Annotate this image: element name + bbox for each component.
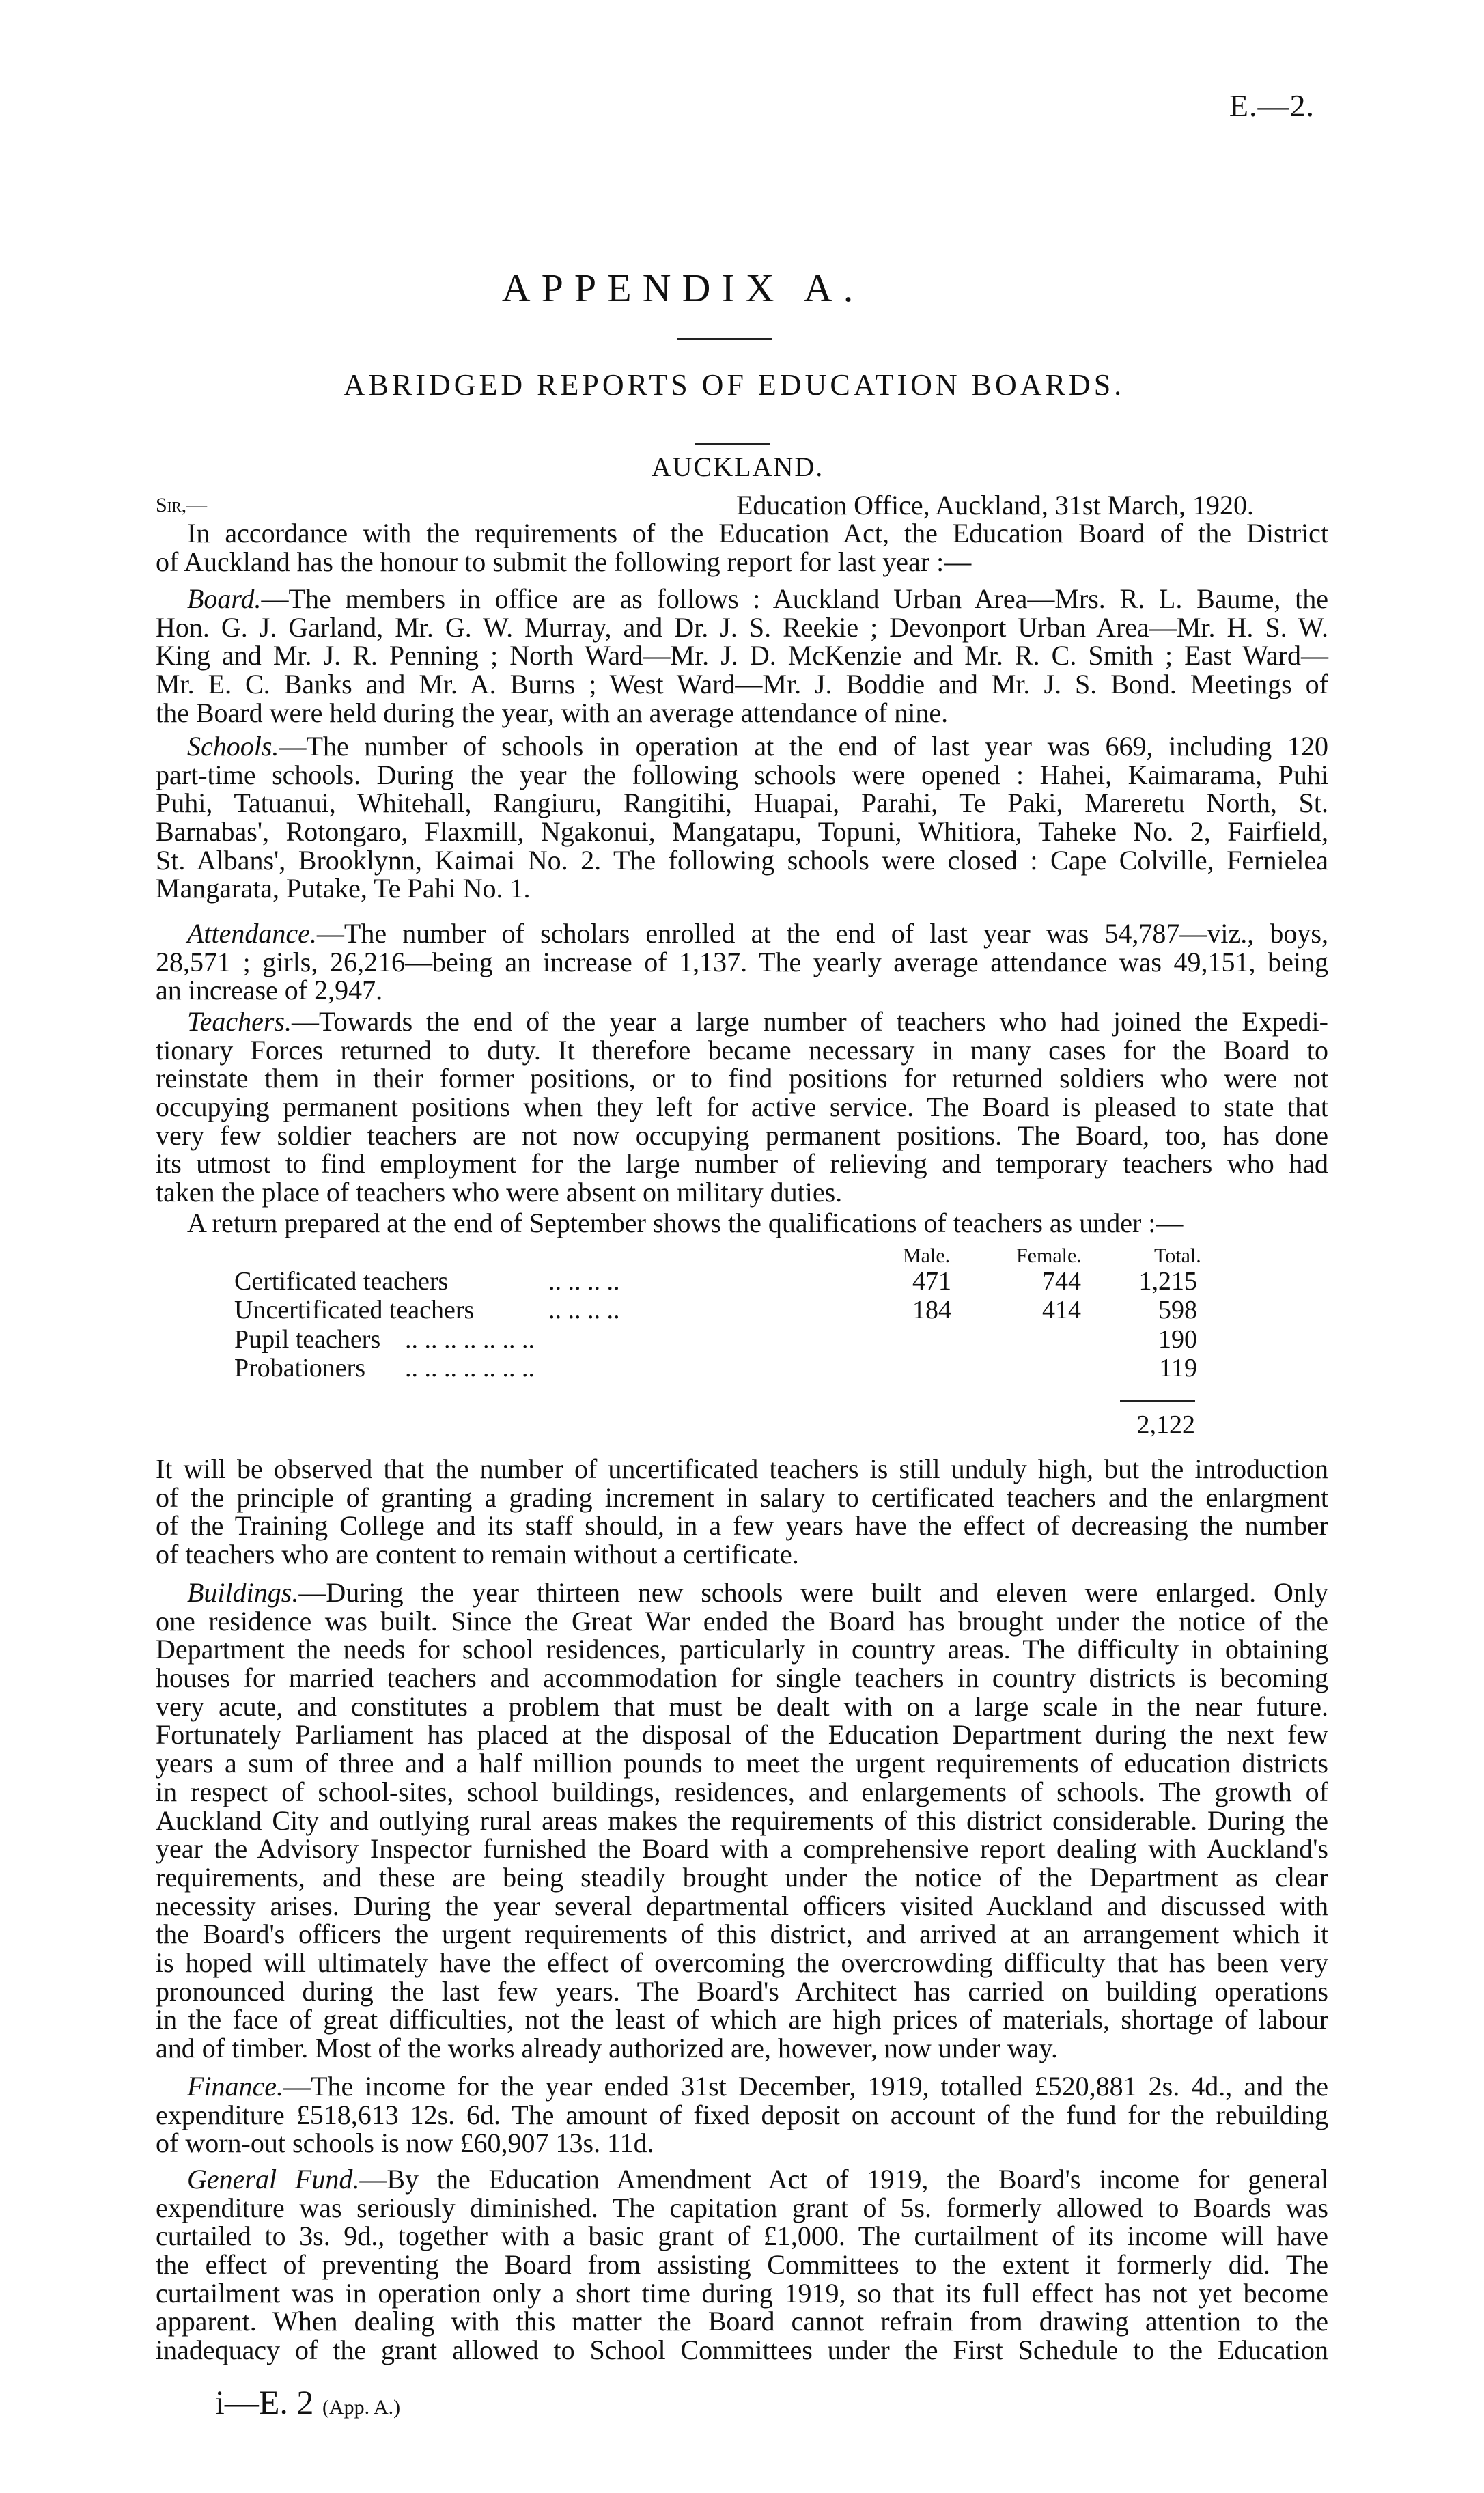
line-text: its utmost to find employment for the large number of relieving and temporary teachers who had: [156, 1148, 1328, 1180]
paragraph: [156, 519, 1328, 576]
line-text: very acute, and constitutes a problem that must be dealt with on a large scale in the near future.: [156, 1690, 1328, 1722]
text-line: [156, 2251, 1328, 2279]
paragraph: [156, 732, 1328, 903]
text-line: [156, 1209, 1328, 1238]
text-line: [156, 670, 1328, 699]
text-line: [156, 613, 1328, 642]
line-content: [187, 2071, 1328, 2102]
paragraph: [156, 1209, 1328, 1238]
line-content: [156, 1891, 1328, 1921]
text-line: [156, 1977, 1328, 2006]
line-text: occupying permanent positions when they left for active service. The Board is pleased to state that: [156, 1091, 1328, 1123]
line-text: pronounced during the last few years. The Board's Architect has carried on building operations: [156, 1975, 1328, 2007]
line-text: —The income for the year ended 31st December, 1919, totalled £520,881 2s. 4d., and the: [283, 2071, 1328, 2102]
text-line: [156, 519, 1328, 548]
line-text: 28,571 ; girls, 26,216—being an increase of 1,137. The yearly average attendance was 49,151, being: [156, 946, 1328, 977]
line-content: [156, 697, 948, 728]
line-text: A return prepared at the end of September shows the qualifications of teachers as under :—: [187, 1208, 1184, 1238]
text-line: [156, 2034, 1328, 2063]
line-content: [156, 1063, 1328, 1094]
line-text: requirements, and these are being steadily brought under the notice of the Department as clear: [156, 1861, 1328, 1893]
line-text: In accordance with the requirements of the Education Act, the Education Board of the District: [187, 518, 1328, 548]
total-count: 119: [1159, 1354, 1197, 1382]
text-line: [156, 641, 1328, 670]
line-content: [187, 2164, 1328, 2195]
text-line: [156, 1578, 1328, 1607]
line-text: the Board were held during the year, with an average attendance of nine.: [156, 697, 949, 728]
section-heading: Board.: [187, 583, 262, 614]
paragraph: [156, 1007, 1328, 1207]
text-line: [156, 976, 1328, 1005]
text-line: [156, 1178, 1328, 1207]
text-line: [156, 1635, 1328, 1664]
line-text: —The members in office are as follows : Auckland Urban Area—Mrs. R. L. Baume, the: [261, 583, 1328, 614]
line-text: Mr. E. C. Banks and Mr. A. Burns ; West Ward—Mr. J. Boddie and Mr. J. S. Bond. Meetings of: [156, 669, 1328, 700]
line-text: —The number of scholars enrolled at the end of last year was 54,787—viz., boys,: [316, 918, 1328, 949]
leader-dots: .. .. .. .. .. .. ..: [405, 1354, 535, 1382]
line-content: [156, 1805, 1328, 1836]
line-text: curtailment was in operation only a short time during 1919, so that its full effect has not yet become: [156, 2277, 1328, 2309]
text-line: [156, 1036, 1328, 1065]
line-content: [156, 640, 1328, 671]
line-text: years a sum of three and a half million pounds to meet the urgent requirements of education districts: [156, 1748, 1328, 1779]
total-count: 598: [1158, 1296, 1197, 1324]
line-text: Auckland City and outlying rural areas makes the requirements of this district considerable. During the: [156, 1805, 1328, 1836]
section-heading: Teachers.: [187, 1006, 292, 1037]
leader-dots: .. .. .. .. .. .. ..: [405, 1325, 535, 1354]
line-content: [156, 1719, 1328, 1750]
line-text: Puhi, Tatuanui, Whitehall, Rangiuru, Rangitihi, Huapai, Parahi, Te Paki, Mareretu North, St.: [156, 788, 1328, 819]
line-content: [156, 2128, 654, 2158]
line-content: [156, 947, 1328, 977]
line-text: of the principle of granting a grading increment in salary to certificated teachers and the enlargment: [156, 1481, 1328, 1513]
line-content: [156, 2306, 1328, 2337]
section-heading: General Fund.: [187, 2164, 360, 2195]
section-heading: Buildings.: [187, 1577, 299, 1608]
dateline: Education Office, Auckland, 31st March, 1920.: [736, 490, 1254, 520]
line-content: [156, 788, 1328, 818]
text-line: [156, 2279, 1328, 2308]
line-content: [156, 2220, 1328, 2251]
text-line: [156, 732, 1328, 761]
text-line: [156, 1455, 1328, 1484]
line-content: [156, 1748, 1328, 1779]
line-content: [156, 1947, 1328, 1978]
text-line: [156, 585, 1328, 613]
table-row: [234, 1325, 1218, 1354]
line-content: [156, 975, 382, 1005]
text-line: [156, 1920, 1328, 1949]
line-content: [156, 873, 531, 904]
text-line: [156, 2194, 1328, 2223]
leader-dots: .. .. .. ..: [548, 1267, 620, 1296]
line-text: It will be observed that the number of uncertificated teachers is still unduly high, but the introduction: [156, 1453, 1328, 1484]
section-heading: Attendance.: [187, 918, 317, 949]
table-row: [234, 1296, 1218, 1324]
text-line: [156, 1150, 1328, 1178]
paragraph: [156, 1578, 1328, 2063]
line-text: Barnabas', Rotongaro, Flaxmill, Ngakonui, Mangatapu, Topuni, Whitiora, Taheke No. 2, Fairfield,: [156, 816, 1328, 848]
table-header-male: Male.: [903, 1244, 951, 1267]
text-line: [156, 1481, 1328, 1513]
male-count: 471: [912, 1267, 951, 1296]
row-label: Uncertificated teachers: [234, 1296, 475, 1324]
line-content: [156, 2033, 1058, 2063]
text-line: [156, 1690, 1328, 1722]
line-text: Fortunately Parliament has placed at the disposal of the Education Department during the next few: [156, 1719, 1328, 1751]
line-content: [187, 731, 1328, 762]
line-content: [187, 1577, 1328, 1608]
line-text: King and Mr. J. R. Penning ; North Ward—Mr. J. D. McKenzie and Mr. R. C. Smith ; East Ward—: [156, 640, 1328, 671]
text-line: [156, 2336, 1328, 2365]
page-footer: [215, 2382, 400, 2422]
text-line: [156, 1093, 1328, 1122]
line-content: [156, 1634, 1328, 1665]
line-text: Department the needs for school residences, particularly in country areas. The difficulty in obtaining: [156, 1634, 1328, 1665]
text-line: [156, 2307, 1328, 2336]
line-content: [156, 1035, 1328, 1066]
text-line: [156, 1664, 1328, 1693]
text-line: [156, 1949, 1328, 1977]
line-content: [156, 760, 1328, 790]
line-text: of teachers who are content to remain without a certificate.: [156, 1539, 799, 1570]
paragraph: [156, 1455, 1328, 1569]
line-text: Mangarata, Putake, Te Pahi No. 1.: [156, 873, 531, 904]
text-line: [156, 1778, 1328, 1807]
line-content: [156, 2192, 1328, 2223]
line-text: St. Albans', Brooklynn, Kaimai No. 2. The following schools were closed : Cape Colville, Fernielea: [156, 844, 1328, 876]
line-content: [156, 1833, 1328, 1864]
line-text: year the Advisory Inspector furnished the Board with a comprehensive report dealing with Auckland's: [156, 1833, 1328, 1865]
line-content: [156, 669, 1328, 699]
line-content: [156, 1539, 799, 1570]
female-count: 414: [1042, 1296, 1081, 1324]
line-text: tionary Forces returned to duty. It therefore became necessary in many cases for the Board to: [156, 1034, 1328, 1066]
document-title: ABRIDGED REPORTS OF EDUCATION BOARDS.: [343, 368, 1125, 402]
page-reference: E.—2.: [1229, 88, 1315, 123]
line-text: the Board's officers the urgent requirements of this district, and arrived at an arrangement which it: [156, 1919, 1328, 1950]
table-row: [234, 1354, 1218, 1382]
line-content: [156, 1120, 1328, 1151]
line-text: in the face of great difficulties, not the least of which are high prices of materials, shortage of labour: [156, 2004, 1328, 2035]
line-content: [187, 918, 1328, 949]
text-line: [156, 1512, 1328, 1540]
line-text: very few soldier teachers are not now occupying permanent positions. The Board, too, has done: [156, 1119, 1328, 1151]
salutation: Sir,—: [156, 494, 208, 516]
line-content: [156, 1862, 1328, 1893]
line-text: of the Training College and its staff should, in a few years have the effect of decreasing the number: [156, 1510, 1328, 1542]
total-count: 190: [1158, 1325, 1197, 1354]
line-text: is hoped will ultimately have the effect of overcoming the overcrowding difficulty that has been very: [156, 1947, 1328, 1978]
text-line: [156, 919, 1328, 948]
line-content: [156, 1091, 1328, 1122]
line-text: —By the Education Amendment Act of 1919, the Board's income for general: [359, 2164, 1328, 2195]
line-text: Hon. G. J. Garland, Mr. G. W. Murray, and Dr. J. S. Reekie ; Devonport Urban Area—Mr. H. S. W.: [156, 611, 1328, 643]
text-line: [156, 1119, 1328, 1151]
text-line: [156, 2005, 1328, 2034]
line-text: —Towards the end of the year a large number of teachers who had joined the Expedi-: [291, 1006, 1328, 1037]
text-line: [156, 846, 1328, 875]
line-text: part-time schools. During the year the following schools were opened : Hahei, Kaimarama, Puhi: [156, 759, 1328, 790]
paragraph: [156, 2165, 1328, 2365]
line-content: [156, 612, 1328, 643]
male-count: 184: [912, 1296, 951, 1324]
line-text: —The number of schools in operation at the end of last year was 669, including 120: [279, 731, 1328, 762]
text-line: [156, 1540, 1328, 1569]
text-line: [156, 1807, 1328, 1835]
line-text: curtailed to 3s. 9d., together with a basic grant of £1,000. The curtailment of its income will have: [156, 2220, 1328, 2252]
line-content: [156, 2335, 1328, 2365]
text-line: [156, 1721, 1328, 1749]
line-text: and of timber. Most of the works already authorized are, however, now under way.: [156, 2033, 1058, 2063]
table-row: [234, 1267, 1218, 1296]
text-line: [156, 2129, 1328, 2158]
text-line: [156, 2072, 1328, 2101]
text-line: [156, 2222, 1328, 2251]
line-content: [156, 2278, 1328, 2309]
line-content: [156, 1453, 1328, 1484]
line-text: an increase of 2,947.: [156, 975, 383, 1006]
line-content: [156, 1691, 1328, 1722]
total-count: 1,215: [1138, 1267, 1197, 1296]
footer-signature: i—E. 2: [215, 2383, 314, 2421]
text-line: [156, 2101, 1328, 2130]
line-text: apparent. When dealing with this matter the Board cannot refrain from drawing attention to the: [156, 2306, 1328, 2337]
text-line: [156, 789, 1328, 818]
line-content: [156, 1976, 1328, 2007]
line-content: [187, 1006, 1328, 1037]
line-content: [156, 1482, 1328, 1513]
female-count: 744: [1042, 1267, 1081, 1296]
text-line: [156, 699, 1328, 727]
table-header-female: Female.: [1016, 1244, 1082, 1267]
line-content: [156, 1148, 1328, 1179]
text-line: [156, 948, 1328, 977]
text-line: [156, 1064, 1328, 1093]
row-label: Certificated teachers: [234, 1267, 449, 1296]
line-text: in respect of school-sites, school buildings, residences, and enlargements of schools. The growth of: [156, 1776, 1328, 1807]
line-content: [187, 583, 1328, 614]
line-content: [187, 518, 1328, 548]
text-line: [156, 2165, 1328, 2194]
line-text: of worn-out schools is now £60,907 13s. 11d.: [156, 2128, 654, 2159]
line-text: of Auckland has the honour to submit the following report for last year :—: [156, 546, 972, 577]
line-content: [156, 816, 1328, 847]
line-text: the effect of preventing the Board from assisting Committees to the extent it formerly did. The: [156, 2249, 1328, 2281]
line-content: [156, 1919, 1328, 1949]
row-label: Probationers: [234, 1354, 366, 1382]
text-line: [156, 548, 1328, 576]
line-text: reinstate them in their former positions, or to find positions for returned soldiers who were not: [156, 1063, 1328, 1094]
paragraph: [156, 919, 1328, 1005]
line-text: one residence was built. Since the Great War ended the Board has brought under the notice of the: [156, 1605, 1328, 1637]
footer-note: (App. A.): [322, 2396, 401, 2419]
line-text: houses for married teachers and accommodation for single teachers in country districts is becoming: [156, 1662, 1328, 1694]
line-content: [156, 2004, 1328, 2035]
line-content: [156, 546, 971, 577]
line-text: taken the place of teachers who were absent on military duties.: [156, 1177, 843, 1208]
line-content: [156, 2100, 1328, 2130]
line-content: [156, 2249, 1328, 2280]
line-content: [156, 1177, 842, 1208]
leader-dots: .. .. .. ..: [548, 1296, 620, 1324]
line-content: [156, 1662, 1328, 1693]
line-text: inadequacy of the grant allowed to School Committees under the First Schedule to the Education: [156, 2335, 1328, 2366]
table-header-total: Total.: [1154, 1244, 1201, 1267]
row-label: Pupil teachers: [234, 1325, 381, 1354]
line-content: [156, 845, 1328, 876]
line-text: necessity arises. During the year several departmental officers visited Auckland and discussed with: [156, 1890, 1328, 1921]
appendix-heading: APPENDIX A.: [501, 266, 865, 310]
section-heading: Finance.: [187, 2071, 284, 2102]
text-line: [156, 1607, 1328, 1636]
text-line: [156, 1863, 1328, 1892]
paragraph: [156, 2072, 1328, 2158]
section-heading: Schools.: [187, 731, 279, 762]
line-text: expenditure was seriously diminished. The capitation grant of 5s. formerly allowed to Boards was: [156, 2192, 1328, 2223]
line-content: [156, 1606, 1328, 1637]
line-text: —During the year thirteen new schools were built and eleven were enlarged. Only: [298, 1577, 1328, 1608]
text-line: [156, 1007, 1328, 1036]
line-content: [156, 1510, 1328, 1541]
text-line: [156, 1835, 1328, 1863]
divider: [677, 338, 772, 340]
line-content: [156, 1777, 1328, 1807]
text-line: [156, 818, 1328, 846]
district-heading: AUCKLAND.: [651, 451, 824, 482]
text-line: [156, 1892, 1328, 1921]
total-rule: [1120, 1400, 1195, 1402]
grand-total: 2,122: [1136, 1410, 1195, 1439]
text-line: [156, 1749, 1328, 1778]
text-line: [156, 761, 1328, 790]
line-content: [187, 1208, 1183, 1238]
line-text: expenditure £518,613 12s. 6d. The amount of fixed deposit on account of the fund for the rebuilding: [156, 2099, 1328, 2130]
paragraph: [156, 585, 1328, 727]
divider: [695, 443, 770, 445]
text-line: [156, 874, 1328, 903]
